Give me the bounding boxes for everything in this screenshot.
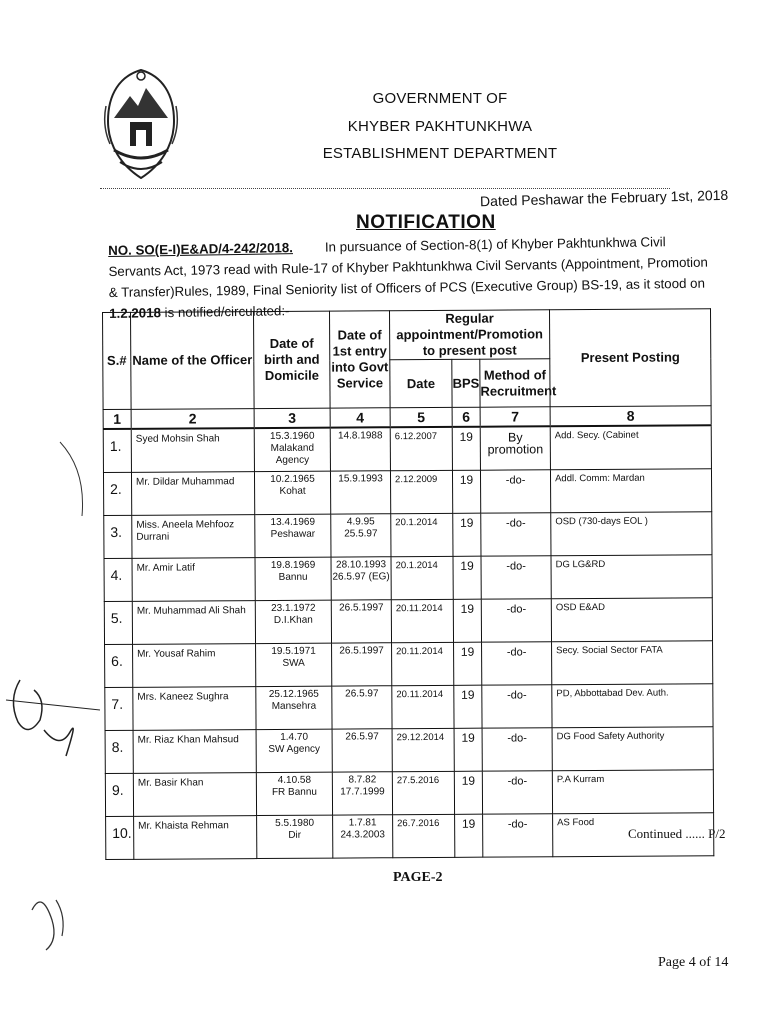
table-row: [103, 425, 711, 472]
column-number: 3: [254, 408, 330, 428]
domicile: Peshawar: [270, 528, 316, 540]
table-row: [105, 641, 713, 688]
cell-entry: [332, 686, 392, 729]
dated-line: Dated Peshawar the February 1st, 2018: [479, 186, 729, 210]
header-posting: Present Posting: [550, 309, 712, 407]
present-posting: DG Food Safety Authority: [556, 730, 665, 743]
cell-name: [132, 515, 255, 559]
table-row: [105, 727, 713, 774]
recruitment-method: By promotion: [487, 430, 544, 457]
appointment-date: 2.12.2009: [394, 473, 438, 486]
entry-date: 1.7.81: [348, 817, 377, 829]
cell-bps: [453, 599, 481, 642]
cell-method: [481, 513, 551, 556]
appointment-date: 20.11.2014: [396, 645, 443, 658]
appointment-date: 26.7.2016: [397, 817, 440, 830]
bps-grade: 19: [459, 472, 474, 487]
cell-name: [133, 644, 256, 688]
present-posting: Add. Secy. (Cabinet: [554, 429, 639, 442]
bps-grade: 19: [459, 429, 473, 444]
cell-method: [480, 426, 550, 470]
cell-bps: [452, 427, 480, 471]
officer-name: Mr. Khaista Rehman: [138, 820, 229, 832]
cell-method: [482, 642, 552, 685]
serial-number: 3.: [110, 523, 123, 540]
cell-name: [133, 687, 256, 731]
cell-posting: [552, 727, 713, 771]
cell-posting: [551, 469, 712, 513]
cell-entry: [330, 471, 390, 514]
serial-number: 1.: [109, 437, 122, 454]
recruitment-method: -do-: [507, 689, 527, 702]
bps-grade: 19: [460, 644, 475, 659]
cell-dob: [256, 772, 332, 815]
present-posting: PD, Abbottabad Dev. Auth.: [556, 687, 669, 700]
serial-number: 7.: [111, 695, 124, 712]
cell-date: [392, 728, 454, 771]
header-department: ESTABLISHMENT DEPARTMENT: [322, 145, 558, 162]
recruitment-method: -do-: [506, 603, 527, 616]
cell-name: [134, 816, 257, 860]
cell-method: [482, 685, 552, 728]
cell-bps: [454, 771, 482, 814]
cell-date: [391, 513, 453, 556]
table-body: [103, 425, 714, 859]
column-number: 8: [550, 406, 711, 426]
entry-date: 14.8.1988: [337, 430, 383, 442]
appointment-date: 29.12.2014: [396, 731, 445, 744]
cell-method: [482, 771, 552, 814]
header-method: Method of Recruitment: [480, 359, 550, 407]
domicile: FR Bannu: [271, 786, 317, 798]
date-of-birth: 19.8.1969: [270, 559, 316, 571]
cell-dob: [255, 600, 331, 643]
cell-sn: [103, 472, 131, 515]
cell-method: [480, 470, 550, 513]
cell-dob: [256, 729, 332, 772]
cell-entry: [332, 772, 392, 815]
header-divider: [100, 188, 670, 189]
entry-date: 28.10.1993: [335, 559, 387, 571]
appointment-date: 27.5.2016: [396, 774, 440, 787]
officer-name: Mr. Yousaf Rahim: [137, 648, 216, 660]
appointment-date: 20.11.2014: [395, 602, 443, 615]
entry-date: 4.9.95: [346, 516, 375, 528]
date-of-birth: 25.12.1965: [268, 688, 319, 700]
officer-name: Mr. Riaz Khan Mahsud: [137, 734, 239, 746]
serial-number: 8.: [111, 738, 124, 755]
present-posting: OSD E&AD: [555, 601, 605, 614]
cell-date: [390, 470, 452, 513]
officer-name: Mr. Amir Latif: [136, 562, 195, 574]
entry-date-2: 26.5.97 (EG): [332, 571, 390, 583]
cell-sn: [106, 816, 134, 859]
cell-dob: [256, 643, 332, 686]
date-of-birth: 10.2.1965: [270, 473, 315, 485]
page-number: Page 4 of 14: [658, 955, 729, 970]
appointment-date: 6.12.2007: [394, 430, 438, 443]
date-of-birth: 23.1.1972: [271, 602, 316, 614]
cell-date: [392, 642, 454, 685]
cell-entry: [331, 514, 391, 557]
column-number: 6: [452, 407, 480, 427]
serial-number: 6.: [111, 652, 123, 669]
header-entry: Date of 1st entry into Govt Service: [329, 311, 390, 408]
cell-method: [482, 728, 552, 771]
officer-name: Mr. Basir Khan: [137, 777, 204, 789]
cell-sn: [103, 429, 131, 473]
cell-sn: [104, 515, 132, 558]
bps-grade: 19: [461, 773, 476, 788]
recruitment-method: -do-: [506, 646, 527, 659]
cell-method: [481, 556, 551, 599]
column-number: 5: [390, 407, 452, 427]
cell-name: [133, 730, 256, 774]
header-regular-appointment: Regular appointment/Promotion to present post: [389, 310, 549, 360]
cell-bps: [454, 728, 482, 771]
entry-date: 26.5.97: [345, 688, 379, 700]
cell-bps: [452, 470, 480, 513]
cell-name: [132, 601, 255, 645]
notification-number: NO. SO(E-I)E&AD/4-242/2018.: [108, 240, 294, 258]
entry-date: 15.9.1993: [338, 473, 383, 485]
handwritten-initials-mark: [22, 880, 82, 960]
cell-date: [392, 685, 454, 728]
cell-entry: [333, 815, 393, 858]
serial-number: 2.: [110, 480, 122, 497]
appointment-date: 20.11.2014: [396, 688, 444, 701]
cell-entry: [330, 427, 390, 471]
handwritten-signature-mark: [0, 660, 110, 770]
column-number: 2: [131, 409, 254, 429]
table-row: [104, 598, 712, 645]
header-government: GOVERNMENT OF: [372, 90, 508, 107]
cell-date: [390, 427, 452, 471]
recruitment-method: -do-: [505, 474, 526, 487]
recruitment-method: -do-: [507, 775, 528, 788]
present-posting: AS Food: [557, 817, 595, 829]
date-of-birth: 19.5.1971: [271, 645, 316, 657]
header-name: Name of the Officer: [131, 312, 255, 410]
table-row: [104, 555, 712, 602]
page-label: PAGE-2: [393, 870, 443, 885]
bps-grade: 19: [460, 601, 475, 616]
domicile: SW Agency: [268, 743, 321, 755]
cell-bps: [455, 814, 483, 857]
table-row: [104, 512, 712, 559]
cell-dob: [257, 815, 333, 858]
cell-entry: [332, 729, 392, 772]
serial-number: 4.: [110, 566, 123, 583]
cell-bps: [454, 685, 482, 728]
entry-date-2: 17.7.1999: [340, 786, 385, 798]
entry-date: 26.5.97: [345, 731, 379, 743]
cell-posting: [552, 770, 713, 814]
recruitment-method: -do-: [506, 560, 526, 573]
continued-note: Continued ...... P/2: [628, 826, 726, 841]
recruitment-method: -do-: [507, 818, 528, 831]
seniority-table: [102, 308, 714, 860]
body-text-2: is notified/circulated:-: [160, 303, 290, 321]
body-date: 1.2.2018: [109, 305, 162, 321]
header-province: KHYBER PAKHTUNKHWA: [347, 118, 533, 135]
cell-entry: [331, 600, 391, 643]
cell-date: [391, 556, 453, 599]
bps-grade: 19: [461, 687, 475, 702]
cell-bps: [453, 556, 481, 599]
date-of-birth: 13.4.1969: [270, 516, 316, 528]
column-number: 1: [103, 409, 131, 429]
officer-name: Miss. Aneela Mehfooz Durrani: [136, 519, 235, 543]
cell-name: [131, 472, 254, 516]
cell-dob: [256, 686, 332, 729]
date-of-birth: 5.5.1980: [275, 817, 315, 829]
header-date: Date: [390, 359, 452, 407]
bps-grade: 19: [461, 816, 476, 831]
table-row: [106, 813, 714, 860]
domicile: Bannu: [278, 571, 308, 583]
header-sn: S.#: [103, 312, 132, 409]
table-row: [103, 469, 711, 516]
officer-name: Mr. Muhammad Ali Shah: [136, 605, 246, 617]
cell-posting: [550, 425, 711, 469]
appointment-date: 20.1.2014: [395, 559, 438, 572]
cell-entry: [332, 643, 392, 686]
body-text-1: In pursuance of Section-8(1) of Khyber Pakhtunkhwa Civil Servants Act, 1973 read with Rule-17 of Khyber Pakhtunkhwa Civil Servants (Appointment, Promotion & Transfer)Rules, 1989, Final Seniority list of Officers of PCS (Executive Group) BS-19, as it stood on: [108, 234, 708, 300]
domicile: Dir: [288, 829, 302, 841]
column-number: 4: [330, 408, 390, 428]
date-of-birth: 4.10.58: [277, 774, 312, 786]
present-posting: OSD (730-days EOL ): [555, 515, 648, 528]
cell-sn: [105, 773, 133, 816]
entry-date-2: 24.3.2003: [340, 829, 385, 841]
domicile: Mansehra: [271, 700, 317, 712]
domicile: SWA: [282, 657, 305, 669]
domicile: D.I.Khan: [273, 614, 313, 626]
officer-name: Mr. Dildar Muhammad: [136, 476, 235, 488]
cell-name: [131, 428, 254, 472]
domicile: Malakand Agency: [270, 442, 315, 466]
entry-date: 26.5.1997: [339, 645, 384, 657]
serial-number: 10.: [112, 824, 132, 841]
cell-bps: [454, 642, 482, 685]
cell-date: [393, 814, 455, 857]
cell-name: [132, 558, 255, 602]
header-bps: BPS: [452, 359, 480, 407]
cell-method: [483, 814, 553, 857]
cell-date: [392, 771, 454, 814]
cell-sn: [104, 601, 132, 644]
officer-name: Syed Mohsin Shah: [135, 433, 220, 445]
present-posting: Addl. Comm: Mardan: [555, 472, 645, 485]
table-row: [105, 770, 713, 817]
cell-entry: [331, 557, 391, 600]
table-row: [105, 684, 713, 731]
cell-posting: [551, 555, 712, 599]
serial-number: 5.: [110, 609, 123, 626]
cell-posting: [552, 641, 713, 685]
serial-number: 9.: [111, 781, 124, 798]
date-of-birth: 15.3.1960: [269, 430, 315, 442]
cell-posting: [551, 512, 712, 556]
bps-grade: 19: [460, 558, 474, 573]
entry-date-2: 25.5.97: [344, 528, 378, 540]
cell-posting: [552, 684, 713, 728]
cell-dob: [254, 471, 330, 514]
present-posting: Secy. Social Sector FATA: [556, 644, 663, 657]
column-number: 7: [480, 407, 550, 427]
cell-sn: [104, 558, 132, 601]
present-posting: DG LG&RD: [555, 558, 606, 571]
entry-date: 26.5.1997: [339, 602, 384, 614]
recruitment-method: -do-: [507, 732, 527, 745]
officer-name: Mrs. Kaneez Sughra: [137, 691, 229, 703]
cell-posting: [551, 598, 712, 642]
cell-date: [391, 599, 453, 642]
appointment-date: 20.1.2014: [395, 516, 438, 529]
header-dob: Date of birth and Domicile: [254, 311, 331, 408]
government-seal-emblem: [100, 66, 182, 186]
bps-grade: 19: [460, 515, 474, 530]
cell-dob: [255, 557, 331, 600]
recruitment-method: -do-: [505, 517, 526, 530]
cell-bps: [453, 513, 481, 556]
date-of-birth: 1.4.70: [280, 731, 309, 743]
bps-grade: 19: [461, 730, 475, 745]
entry-date: 8.7.82: [348, 774, 377, 786]
notification-title: NOTIFICATION: [356, 212, 496, 233]
margin-pen-stroke: [56, 440, 106, 520]
cell-method: [481, 599, 551, 642]
cell-name: [133, 773, 256, 817]
cell-dob: [254, 428, 330, 472]
present-posting: P.A Kurram: [556, 773, 605, 786]
cell-dob: [255, 514, 331, 557]
domicile: Kohat: [279, 485, 306, 497]
